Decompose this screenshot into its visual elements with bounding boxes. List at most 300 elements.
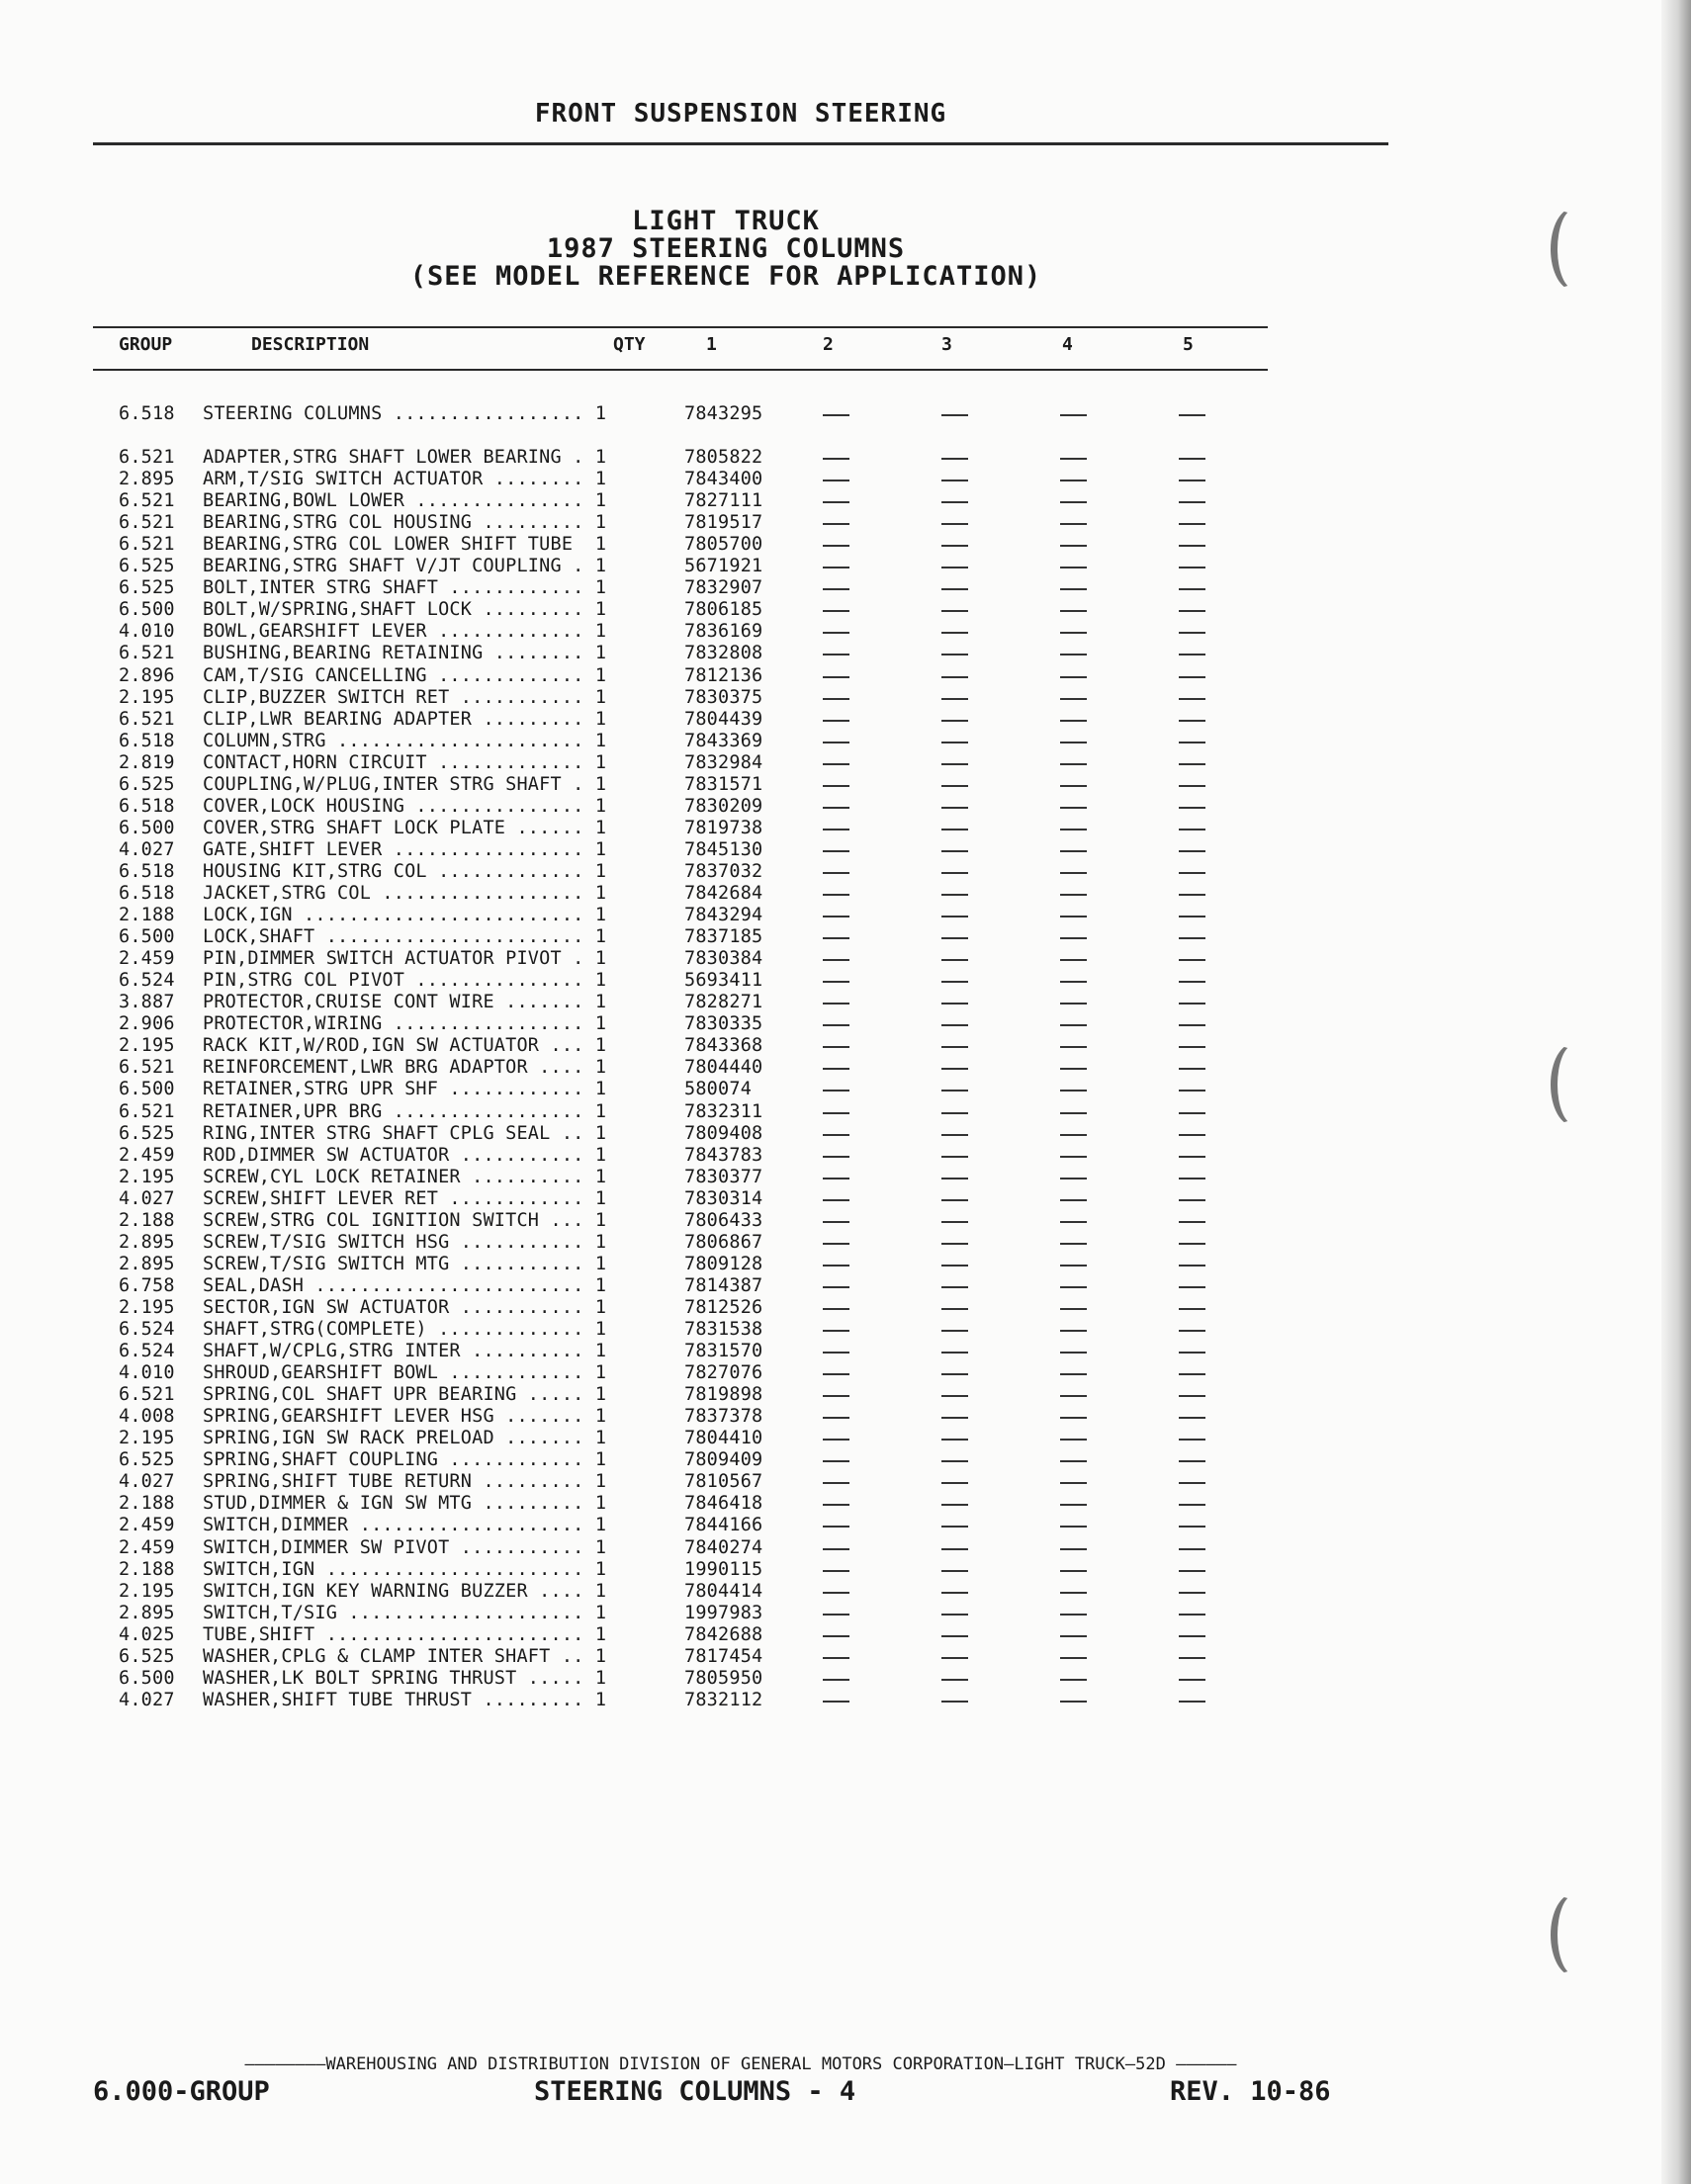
row-empty-dash-col-4 [1060, 1679, 1087, 1681]
row-empty-dash-col-5 [1179, 850, 1205, 852]
binder-hole-middle [1551, 1043, 1597, 1126]
row-empty-dash-col-3 [941, 1592, 968, 1594]
row-empty-dash-col-4 [1060, 872, 1087, 874]
row-empty-dash-col-4 [1060, 1504, 1087, 1506]
row-empty-dash-col-4 [1060, 567, 1087, 568]
row-empty-dash-col-2 [823, 1090, 849, 1092]
row-empty-dash-col-4 [1060, 1156, 1087, 1158]
row-empty-dash-col-3 [941, 1199, 968, 1201]
row-empty-dash-col-4 [1060, 916, 1087, 917]
page-header-title: FRONT SUSPENSION STEERING [534, 99, 947, 129]
row-empty-dash-col-2 [823, 523, 849, 525]
row-empty-dash-col-2 [823, 1373, 849, 1375]
row-description: PIN,STRG COL PIVOT ............... 1 [203, 970, 607, 991]
row-description: STEERING COLUMNS ................. 1 [203, 403, 607, 424]
row-description: SHAFT,W/CPLG,STRG INTER .......... 1 [203, 1341, 607, 1361]
row-empty-dash-col-5 [1179, 1286, 1205, 1288]
row-empty-dash-col-2 [823, 1439, 849, 1441]
column-header-5: 5 [1183, 334, 1194, 355]
row-empty-dash-col-3 [941, 1373, 968, 1375]
row-empty-dash-col-2 [823, 894, 849, 896]
row-part-number: 7804439 [684, 709, 763, 730]
row-empty-dash-col-4 [1060, 1112, 1087, 1114]
row-empty-dash-col-2 [823, 1701, 849, 1703]
row-part-number: 580074 [684, 1079, 753, 1099]
row-part-number: 7809128 [684, 1254, 763, 1274]
row-part-number: 7805700 [684, 534, 763, 555]
row-empty-dash-col-2 [823, 1134, 849, 1136]
row-empty-dash-col-5 [1179, 1526, 1205, 1528]
row-empty-dash-col-3 [941, 1221, 968, 1223]
row-empty-dash-col-5 [1179, 742, 1205, 743]
row-group-code: 2.195 [119, 1167, 175, 1187]
row-empty-dash-col-3 [941, 1046, 968, 1048]
row-empty-dash-col-2 [823, 1570, 849, 1572]
row-part-number: 7837032 [684, 861, 763, 882]
row-empty-dash-col-2 [823, 829, 849, 830]
row-part-number: 1997983 [684, 1603, 763, 1623]
row-empty-dash-col-2 [823, 1395, 849, 1397]
row-part-number: 7819738 [684, 818, 763, 838]
row-empty-dash-col-3 [941, 1482, 968, 1484]
row-group-code: 6.525 [119, 577, 175, 598]
row-empty-dash-col-4 [1060, 523, 1087, 525]
row-empty-dash-col-2 [823, 1592, 849, 1594]
row-part-number: 5693411 [684, 970, 763, 991]
row-description: CLIP,BUZZER SWITCH RET ........... 1 [203, 687, 607, 708]
row-empty-dash-col-5 [1179, 829, 1205, 830]
row-empty-dash-col-5 [1179, 1003, 1205, 1005]
row-empty-dash-col-5 [1179, 676, 1205, 678]
row-part-number: 7830314 [684, 1188, 763, 1209]
row-part-number: 7845130 [684, 839, 763, 860]
row-group-code: 2.195 [119, 1581, 175, 1602]
row-description: SHROUD,GEARSHIFT BOWL ............ 1 [203, 1362, 607, 1383]
row-empty-dash-col-5 [1179, 545, 1205, 547]
row-empty-dash-col-2 [823, 1635, 849, 1637]
row-empty-dash-col-2 [823, 763, 849, 765]
row-group-code: 6.500 [119, 1079, 175, 1099]
row-part-number: 7832808 [684, 643, 763, 663]
row-empty-dash-col-2 [823, 807, 849, 809]
row-description: BOLT,W/SPRING,SHAFT LOCK ......... 1 [203, 599, 607, 620]
row-group-code: 4.010 [119, 1362, 175, 1383]
row-empty-dash-col-4 [1060, 1308, 1087, 1310]
row-empty-dash-col-5 [1179, 480, 1205, 481]
row-empty-dash-col-3 [941, 545, 968, 547]
row-group-code: 6.521 [119, 534, 175, 555]
row-group-code: 6.524 [119, 1319, 175, 1340]
row-empty-dash-col-4 [1060, 1068, 1087, 1070]
row-empty-dash-col-5 [1179, 1243, 1205, 1245]
row-empty-dash-col-4 [1060, 1046, 1087, 1048]
row-empty-dash-col-3 [941, 720, 968, 722]
row-empty-dash-col-2 [823, 1330, 849, 1332]
row-group-code: 6.500 [119, 818, 175, 838]
row-group-code: 6.525 [119, 556, 175, 576]
row-group-code: 6.524 [119, 1341, 175, 1361]
row-empty-dash-col-2 [823, 1178, 849, 1179]
row-part-number: 7831538 [684, 1319, 763, 1340]
row-description: HOUSING KIT,STRG COL ............. 1 [203, 861, 607, 882]
row-empty-dash-col-2 [823, 501, 849, 503]
row-description: REINFORCEMENT,LWR BRG ADAPTOR .... 1 [203, 1057, 607, 1078]
row-empty-dash-col-3 [941, 1701, 968, 1703]
row-part-number: 7806185 [684, 599, 763, 620]
row-empty-dash-col-5 [1179, 959, 1205, 961]
row-empty-dash-col-2 [823, 1024, 849, 1026]
row-description: COVER,LOCK HOUSING ............... 1 [203, 796, 607, 817]
row-description: RING,INTER STRG SHAFT CPLG SEAL .. 1 [203, 1123, 607, 1144]
row-part-number: 7832311 [684, 1101, 763, 1122]
row-empty-dash-col-3 [941, 1156, 968, 1158]
row-description: COVER,STRG SHAFT LOCK PLATE ...... 1 [203, 818, 607, 838]
row-group-code: 2.895 [119, 1232, 175, 1253]
row-part-number: 5671921 [684, 556, 763, 576]
row-empty-dash-col-4 [1060, 981, 1087, 983]
row-group-code: 4.027 [119, 839, 175, 860]
row-empty-dash-col-2 [823, 742, 849, 743]
row-empty-dash-col-5 [1179, 1701, 1205, 1703]
row-empty-dash-col-5 [1179, 610, 1205, 612]
row-empty-dash-col-5 [1179, 654, 1205, 655]
title-line-3: (SEE MODEL REFERENCE FOR APPLICATION) [409, 261, 1042, 292]
row-empty-dash-col-5 [1179, 567, 1205, 568]
row-group-code: 2.459 [119, 1515, 175, 1535]
row-empty-dash-col-5 [1179, 1330, 1205, 1332]
row-empty-dash-col-2 [823, 1112, 849, 1114]
column-header-1: 1 [706, 334, 717, 355]
row-group-code: 6.525 [119, 774, 175, 795]
row-part-number: 7832907 [684, 577, 763, 598]
row-empty-dash-col-4 [1060, 1286, 1087, 1288]
row-part-number: 7804410 [684, 1428, 763, 1448]
row-empty-dash-col-3 [941, 850, 968, 852]
row-description: CAM,T/SIG CANCELLING ............. 1 [203, 665, 607, 686]
row-part-number: 7804414 [684, 1581, 763, 1602]
row-empty-dash-col-2 [823, 1614, 849, 1616]
row-empty-dash-col-3 [941, 1395, 968, 1397]
row-empty-dash-col-4 [1060, 676, 1087, 678]
row-empty-dash-col-2 [823, 1221, 849, 1223]
row-empty-dash-col-3 [941, 1178, 968, 1179]
row-group-code: 2.895 [119, 1603, 175, 1623]
row-empty-dash-col-5 [1179, 1614, 1205, 1616]
row-description: ROD,DIMMER SW ACTUATOR ........... 1 [203, 1145, 607, 1166]
row-empty-dash-col-5 [1179, 1024, 1205, 1026]
row-empty-dash-col-3 [941, 785, 968, 787]
row-empty-dash-col-2 [823, 698, 849, 700]
row-group-code: 2.195 [119, 1297, 175, 1318]
row-description: CLIP,LWR BEARING ADAPTER ......... 1 [203, 709, 607, 730]
row-group-code: 6.521 [119, 1057, 175, 1078]
row-empty-dash-col-3 [941, 1570, 968, 1572]
row-group-code: 6.518 [119, 403, 175, 424]
column-header-3: 3 [941, 334, 952, 355]
row-group-code: 2.195 [119, 687, 175, 708]
row-empty-dash-col-3 [941, 501, 968, 503]
row-empty-dash-col-3 [941, 654, 968, 655]
footer-division-line: ————————WAREHOUSING AND DISTRIBUTION DIVISION OF GENERAL MOTORS CORPORATION—LIGHT TRUCK—52D —————— [244, 2054, 1237, 2074]
row-empty-dash-col-5 [1179, 1090, 1205, 1092]
row-empty-dash-col-5 [1179, 1460, 1205, 1462]
row-empty-dash-col-2 [823, 480, 849, 481]
row-group-code: 6.500 [119, 926, 175, 947]
row-description: SPRING,COL SHAFT UPR BEARING ..... 1 [203, 1384, 607, 1405]
row-part-number: 7842688 [684, 1624, 763, 1645]
row-empty-dash-col-2 [823, 850, 849, 852]
column-header-description: DESCRIPTION [251, 334, 370, 355]
row-part-number: 7830209 [684, 796, 763, 817]
row-empty-dash-col-5 [1179, 1439, 1205, 1441]
row-part-number: 7830377 [684, 1167, 763, 1187]
row-empty-dash-col-4 [1060, 698, 1087, 700]
row-group-code: 2.188 [119, 1493, 175, 1514]
page-edge-shadow [1661, 0, 1691, 2184]
row-empty-dash-col-4 [1060, 1548, 1087, 1550]
row-empty-dash-col-4 [1060, 1482, 1087, 1484]
row-empty-dash-col-5 [1179, 1417, 1205, 1419]
row-group-code: 4.027 [119, 1188, 175, 1209]
row-empty-dash-col-2 [823, 1156, 849, 1158]
row-part-number: 7806433 [684, 1210, 763, 1231]
row-empty-dash-col-4 [1060, 1526, 1087, 1528]
row-empty-dash-col-3 [941, 1504, 968, 1506]
row-part-number: 7842684 [684, 883, 763, 904]
row-group-code: 6.521 [119, 1101, 175, 1122]
row-empty-dash-col-2 [823, 1679, 849, 1681]
row-description: SPRING,SHIFT TUBE RETURN ......... 1 [203, 1471, 607, 1492]
row-description: PIN,DIMMER SWITCH ACTUATOR PIVOT . 1 [203, 948, 607, 969]
row-empty-dash-col-5 [1179, 1352, 1205, 1354]
table-top-rule [93, 326, 1268, 328]
row-description: LOCK,IGN ......................... 1 [203, 905, 607, 925]
row-empty-dash-col-3 [941, 698, 968, 700]
row-empty-dash-col-3 [941, 916, 968, 917]
row-empty-dash-col-4 [1060, 894, 1087, 896]
row-empty-dash-col-5 [1179, 414, 1205, 416]
row-empty-dash-col-4 [1060, 1439, 1087, 1441]
row-empty-dash-col-3 [941, 480, 968, 481]
row-empty-dash-col-3 [941, 1265, 968, 1267]
row-description: PROTECTOR,CRUISE CONT WIRE ....... 1 [203, 992, 607, 1012]
row-description: BEARING,STRG SHAFT V/JT COUPLING . 1 [203, 556, 607, 576]
row-part-number: 7809408 [684, 1123, 763, 1144]
row-group-code: 6.521 [119, 1384, 175, 1405]
row-empty-dash-col-2 [823, 1657, 849, 1659]
row-empty-dash-col-3 [941, 742, 968, 743]
row-group-code: 6.518 [119, 796, 175, 817]
row-empty-dash-col-4 [1060, 937, 1087, 939]
row-part-number: 7804440 [684, 1057, 763, 1078]
row-description: COLUMN,STRG ...................... 1 [203, 731, 607, 751]
row-empty-dash-col-4 [1060, 1352, 1087, 1354]
row-description: SCREW,CYL LOCK RETAINER .......... 1 [203, 1167, 607, 1187]
row-empty-dash-col-2 [823, 1046, 849, 1048]
row-description: TUBE,SHIFT ....................... 1 [203, 1624, 607, 1645]
row-empty-dash-col-2 [823, 785, 849, 787]
row-description: SECTOR,IGN SW ACTUATOR ........... 1 [203, 1297, 607, 1318]
row-empty-dash-col-5 [1179, 1657, 1205, 1659]
header-rule [93, 142, 1388, 145]
row-part-number: 7843294 [684, 905, 763, 925]
row-group-code: 2.459 [119, 948, 175, 969]
row-description: RETAINER,UPR BRG ................. 1 [203, 1101, 607, 1122]
row-empty-dash-col-4 [1060, 632, 1087, 634]
row-empty-dash-col-3 [941, 1526, 968, 1528]
row-empty-dash-col-5 [1179, 1548, 1205, 1550]
row-group-code: 4.027 [119, 1471, 175, 1492]
row-part-number: 7846418 [684, 1493, 763, 1514]
row-empty-dash-col-3 [941, 567, 968, 568]
row-description: SWITCH,IGN ....................... 1 [203, 1559, 607, 1580]
row-empty-dash-col-3 [941, 1068, 968, 1070]
row-empty-dash-col-4 [1060, 1265, 1087, 1267]
row-part-number: 7843400 [684, 469, 763, 489]
row-part-number: 7819517 [684, 512, 763, 533]
row-part-number: 7805822 [684, 447, 763, 468]
row-empty-dash-col-3 [941, 894, 968, 896]
row-part-number: 1990115 [684, 1559, 763, 1580]
row-empty-dash-col-5 [1179, 1156, 1205, 1158]
row-empty-dash-col-3 [941, 1330, 968, 1332]
row-empty-dash-col-4 [1060, 763, 1087, 765]
row-description: WASHER,SHIFT TUBE THRUST ......... 1 [203, 1690, 607, 1710]
row-empty-dash-col-4 [1060, 807, 1087, 809]
row-description: SHAFT,STRG(COMPLETE) ............. 1 [203, 1319, 607, 1340]
row-part-number: 7812526 [684, 1297, 763, 1318]
row-empty-dash-col-2 [823, 1265, 849, 1267]
row-empty-dash-col-5 [1179, 916, 1205, 917]
row-group-code: 2.896 [119, 665, 175, 686]
row-group-code: 6.521 [119, 512, 175, 533]
row-description: BOLT,INTER STRG SHAFT ............ 1 [203, 577, 607, 598]
row-empty-dash-col-3 [941, 1548, 968, 1550]
row-empty-dash-col-2 [823, 1308, 849, 1310]
row-empty-dash-col-5 [1179, 894, 1205, 896]
row-part-number: 7830384 [684, 948, 763, 969]
row-empty-dash-col-4 [1060, 654, 1087, 655]
row-empty-dash-col-4 [1060, 1178, 1087, 1179]
row-empty-dash-col-3 [941, 1657, 968, 1659]
row-description: RETAINER,STRG UPR SHF ............ 1 [203, 1079, 607, 1099]
row-empty-dash-col-5 [1179, 1134, 1205, 1136]
row-part-number: 7809409 [684, 1449, 763, 1470]
row-group-code: 6.500 [119, 1668, 175, 1689]
row-empty-dash-col-3 [941, 1243, 968, 1245]
row-empty-dash-col-3 [941, 1112, 968, 1114]
row-group-code: 6.518 [119, 883, 175, 904]
row-empty-dash-col-2 [823, 458, 849, 460]
row-empty-dash-col-4 [1060, 1090, 1087, 1092]
row-empty-dash-col-5 [1179, 501, 1205, 503]
row-description: SEAL,DASH ........................ 1 [203, 1275, 607, 1296]
column-header-qty: QTY [613, 334, 646, 355]
row-empty-dash-col-2 [823, 588, 849, 590]
title-line-2: 1987 STEERING COLUMNS [546, 233, 906, 264]
row-description: SWITCH,DIMMER SW PIVOT ........... 1 [203, 1537, 607, 1558]
row-empty-dash-col-5 [1179, 1482, 1205, 1484]
row-empty-dash-col-4 [1060, 588, 1087, 590]
row-description: WASHER,CPLG & CLAMP INTER SHAFT .. 1 [203, 1646, 607, 1667]
row-empty-dash-col-4 [1060, 959, 1087, 961]
row-part-number: 7819898 [684, 1384, 763, 1405]
title-line-1: LIGHT TRUCK [632, 206, 820, 236]
table-title-block [93, 208, 1359, 291]
row-part-number: 7810567 [684, 1471, 763, 1492]
row-part-number: 7843368 [684, 1035, 763, 1056]
row-empty-dash-col-2 [823, 981, 849, 983]
row-empty-dash-col-3 [941, 1308, 968, 1310]
row-empty-dash-col-3 [941, 829, 968, 830]
row-empty-dash-col-4 [1060, 742, 1087, 743]
row-empty-dash-col-4 [1060, 1199, 1087, 1201]
row-group-code: 6.521 [119, 709, 175, 730]
row-description: ARM,T/SIG SWITCH ACTUATOR ........ 1 [203, 469, 607, 489]
column-header-4: 4 [1062, 334, 1073, 355]
row-empty-dash-col-3 [941, 1614, 968, 1616]
row-empty-dash-col-4 [1060, 785, 1087, 787]
row-empty-dash-col-3 [941, 610, 968, 612]
row-group-code: 4.027 [119, 1690, 175, 1710]
row-empty-dash-col-5 [1179, 720, 1205, 722]
row-empty-dash-col-4 [1060, 1570, 1087, 1572]
row-empty-dash-col-5 [1179, 1679, 1205, 1681]
row-group-code: 2.188 [119, 905, 175, 925]
row-empty-dash-col-4 [1060, 545, 1087, 547]
row-part-number: 7837378 [684, 1406, 763, 1427]
row-empty-dash-col-2 [823, 916, 849, 917]
row-empty-dash-col-2 [823, 1417, 849, 1419]
footer-revision: REV. 10-86 [1170, 2076, 1331, 2107]
row-empty-dash-col-5 [1179, 1373, 1205, 1375]
row-empty-dash-col-4 [1060, 1243, 1087, 1245]
row-empty-dash-col-3 [941, 1090, 968, 1092]
row-empty-dash-col-2 [823, 959, 849, 961]
row-description: JACKET,STRG COL .................. 1 [203, 883, 607, 904]
row-empty-dash-col-5 [1179, 785, 1205, 787]
row-empty-dash-col-5 [1179, 588, 1205, 590]
row-empty-dash-col-3 [941, 523, 968, 525]
row-empty-dash-col-3 [941, 1417, 968, 1419]
row-empty-dash-col-3 [941, 959, 968, 961]
row-part-number: 7827076 [684, 1362, 763, 1383]
row-empty-dash-col-2 [823, 1243, 849, 1245]
row-empty-dash-col-2 [823, 937, 849, 939]
row-empty-dash-col-2 [823, 610, 849, 612]
row-empty-dash-col-5 [1179, 981, 1205, 983]
footer-group-label: 6.000-GROUP [93, 2076, 270, 2107]
row-group-code: 2.188 [119, 1210, 175, 1231]
row-empty-dash-col-3 [941, 1352, 968, 1354]
row-group-code: 2.895 [119, 469, 175, 489]
row-part-number: 7805950 [684, 1668, 763, 1689]
row-part-number: 7827111 [684, 490, 763, 511]
row-empty-dash-col-5 [1179, 1592, 1205, 1594]
row-empty-dash-col-5 [1179, 1395, 1205, 1397]
row-empty-dash-col-4 [1060, 610, 1087, 612]
row-part-number: 7830375 [684, 687, 763, 708]
row-group-code: 6.521 [119, 447, 175, 468]
row-empty-dash-col-5 [1179, 872, 1205, 874]
row-empty-dash-col-5 [1179, 1265, 1205, 1267]
row-description: SPRING,IGN SW RACK PRELOAD ....... 1 [203, 1428, 607, 1448]
row-empty-dash-col-3 [941, 1439, 968, 1441]
row-empty-dash-col-5 [1179, 1504, 1205, 1506]
row-empty-dash-col-5 [1179, 1221, 1205, 1223]
row-empty-dash-col-5 [1179, 807, 1205, 809]
row-group-code: 6.524 [119, 970, 175, 991]
